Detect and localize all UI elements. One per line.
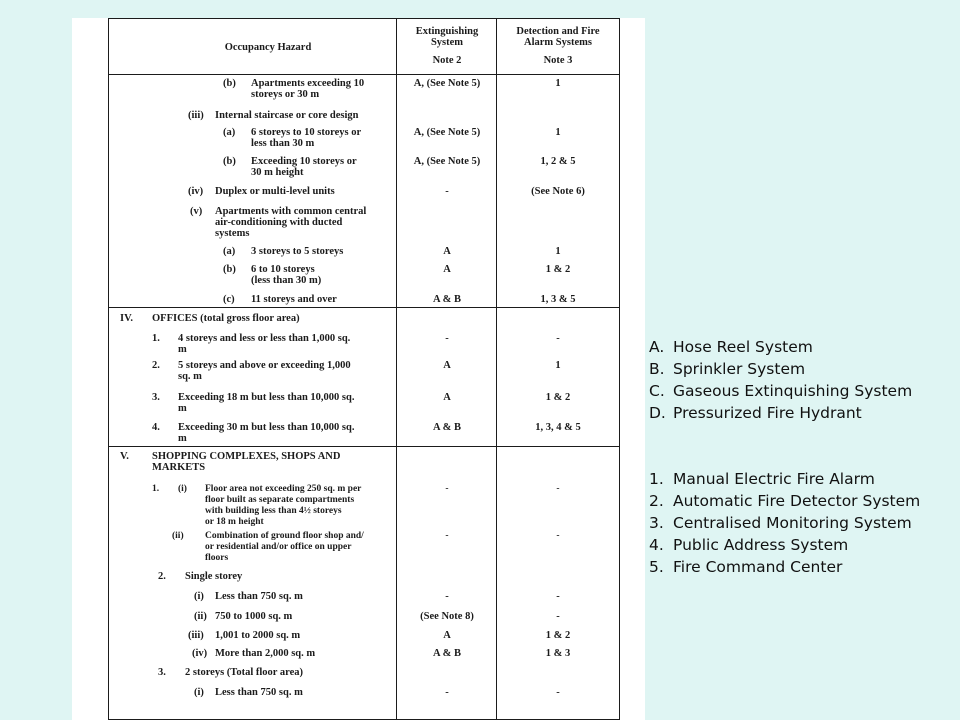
header-extinguishing-line-1: Extinguishing [415, 26, 479, 37]
extinguishing-cell: A [443, 630, 451, 641]
row-label: 3. [158, 667, 166, 678]
detection-cell: 1, 3 & 5 [540, 294, 576, 305]
legend-text: Pressurized Fire Hydrant [673, 404, 862, 422]
row-description-line: 6 to 10 storeys [251, 264, 315, 275]
row-description-line: air-conditioning with ducted [215, 217, 343, 228]
row-description [251, 294, 337, 305]
legend-key: 3. [649, 514, 664, 532]
row-description-line: less than 30 m [251, 138, 315, 149]
detection-cell: 1 & 2 [545, 392, 571, 403]
row-description-line: Less than 750 sq. m [215, 591, 303, 602]
header-extinguishing-line-2: System [430, 37, 464, 48]
grid-vertical-line [396, 18, 397, 720]
row-description [178, 422, 354, 444]
extinguishing-cell: A & B [432, 422, 461, 433]
row-description-line: 11 storeys and over [251, 294, 337, 305]
row-label: (iii) [188, 630, 204, 641]
row-description [251, 264, 321, 286]
detection-cell: - [556, 531, 560, 541]
extinguishing-cell: A & B [432, 294, 461, 305]
extinguishing-cell: A & B [432, 648, 461, 659]
legend-text: Hose Reel System [673, 338, 813, 356]
row-description [152, 313, 300, 324]
row-description [251, 127, 361, 149]
row-description-line: More than 2,000 sq. m [215, 648, 316, 659]
legend-text: Public Address System [673, 536, 849, 554]
row-description [178, 360, 351, 382]
extinguishing-cell: A [443, 360, 451, 371]
row-description-line: floors [205, 553, 229, 563]
row-label: (v) [190, 206, 203, 217]
grid-horizontal-line [108, 446, 620, 447]
row-description-line: or residential and/or office on upper [205, 542, 352, 552]
row-description [185, 571, 242, 582]
legend-key: C. [649, 382, 665, 400]
legend-key: D. [649, 404, 666, 422]
legend-key: 2. [649, 492, 664, 510]
row-label: (b) [223, 156, 236, 167]
row-description-line: Internal staircase or core design [215, 110, 359, 121]
detection-cell: 1 [555, 127, 561, 138]
row-description [152, 451, 340, 473]
row-label: V. [120, 451, 129, 462]
detection-cell: - [556, 687, 560, 698]
grid-vertical-line [108, 18, 109, 720]
row-description-line: Less than 750 sq. m [215, 687, 303, 698]
detection-cell: - [556, 611, 560, 622]
row-description-line: Apartments exceeding 10 [251, 78, 365, 89]
extinguishing-cell: - [445, 186, 449, 197]
extinguishing-cell: A [443, 246, 451, 257]
row-label: (a) [223, 127, 236, 138]
row-label: (ii) [194, 611, 207, 622]
occupancy-hazard-table [108, 18, 645, 720]
header-detection-alarm [498, 26, 618, 48]
detection-cell: 1, 2 & 5 [540, 156, 576, 167]
row-description-line: 4 storeys and less or less than 1,000 sq. [178, 333, 351, 344]
row-label: (b) [223, 264, 236, 275]
row-label: (iv) [192, 648, 208, 659]
row-description-line: 750 to 1000 sq. m [215, 611, 293, 622]
row-description-line: Duplex or multi-level units [215, 186, 335, 197]
row-label: 4. [152, 422, 160, 433]
extinguishing-cell: A [443, 392, 451, 403]
header-occupancy-hazard: Occupancy Hazard [224, 42, 312, 53]
row-description [178, 333, 350, 355]
row-description-line: Exceeding 18 m but less than 10,000 sq. [178, 392, 355, 403]
extinguishing-cell: - [445, 531, 449, 541]
extinguishing-cell: - [445, 484, 449, 494]
extinguishing-cell: - [445, 687, 449, 698]
row-description [178, 392, 354, 414]
detection-cell: 1 [555, 360, 561, 371]
row-description-line: Single storey [185, 571, 243, 582]
row-label: (c) [223, 294, 235, 305]
row-description-line: Exceeding 10 storeys or [251, 156, 357, 167]
header-note-2: Note 2 [432, 55, 462, 66]
detection-cell: - [556, 333, 560, 344]
row-description-line: Floor area not exceeding 250 sq. m per [205, 484, 362, 494]
row-description-line: Combination of ground floor shop and/ [205, 531, 364, 541]
row-label: (a) [223, 246, 236, 257]
extinguishing-cell: A, (See Note 5) [413, 127, 481, 138]
legend-key: A. [649, 338, 665, 356]
row-description [251, 78, 364, 100]
header-detection-line-2: Alarm Systems [524, 37, 592, 48]
row-description-line: 30 m height [251, 167, 304, 178]
extinguishing-cell: A [443, 264, 451, 275]
row-label: 2. [158, 571, 166, 582]
row-label: (i) [194, 687, 204, 698]
row-description-line: Exceeding 30 m but less than 10,000 sq. [178, 422, 355, 433]
row-description [215, 206, 366, 239]
legend-key: 1. [649, 470, 664, 488]
legend-text: Sprinkler System [673, 360, 806, 378]
legend-key: B. [649, 360, 665, 378]
row-description [215, 648, 315, 659]
grid-vertical-line [496, 18, 497, 720]
grid-horizontal-line [108, 74, 620, 75]
legend-key: 4. [649, 536, 664, 554]
row-description [215, 630, 300, 641]
row-description-line: sq. m [178, 371, 202, 382]
row-description [215, 186, 335, 197]
grid-vertical-line [619, 18, 620, 720]
legend-key: 5. [649, 558, 664, 576]
detection-cell: 1, 3, 4 & 5 [535, 422, 581, 433]
row-description-line: with building less than 4½ storeys [205, 506, 342, 516]
row-description [251, 156, 357, 178]
detection-cell: 1 [555, 78, 561, 89]
row-description-line: m [178, 344, 187, 355]
header-note-3: Note 3 [543, 55, 573, 66]
row-description [185, 667, 303, 678]
document-scan [72, 18, 645, 720]
header-detection-line-1: Detection and Fire [516, 26, 600, 37]
row-description-line: or 18 m height [205, 517, 264, 527]
row-description [215, 110, 358, 121]
row-label: (ii) [172, 531, 184, 541]
row-description-line: 1,001 to 2000 sq. m [215, 630, 301, 641]
row-description-line: 6 storeys to 10 storeys or [251, 127, 362, 138]
row-description-line: 5 storeys and above or exceeding 1,000 [178, 360, 351, 371]
row-description [205, 484, 361, 528]
row-label: (iii) [188, 110, 204, 121]
row-sublabel: (i) [178, 484, 187, 494]
detection-cell: - [556, 591, 560, 602]
row-description-line: MARKETS [152, 462, 206, 473]
row-description-line: m [178, 403, 187, 414]
row-label: 1. [152, 333, 160, 344]
row-label: 1. [152, 484, 160, 494]
row-description-line: (less than 30 m) [251, 275, 322, 286]
legend-text: Fire Command Center [673, 558, 843, 576]
row-description-line: 3 storeys to 5 storeys [251, 246, 344, 257]
header-extinguishing-system [398, 26, 496, 48]
detection-cell: 1 [555, 246, 561, 257]
legend-text: Manual Electric Fire Alarm [673, 470, 875, 488]
row-label: (i) [194, 591, 204, 602]
row-description [251, 246, 343, 257]
extinguishing-cell: - [445, 591, 449, 602]
row-description-line: OFFICES (total gross floor area) [152, 313, 300, 324]
row-description-line: floor built as separate compartments [205, 495, 355, 505]
row-description-line: systems [215, 228, 250, 239]
row-description [215, 687, 303, 698]
row-label: 2. [152, 360, 160, 371]
row-label: (iv) [188, 186, 204, 197]
legend-text: Automatic Fire Detector System [673, 492, 921, 510]
row-description [205, 531, 364, 564]
detection-cell: (See Note 6) [531, 186, 585, 197]
row-label: (b) [223, 78, 236, 89]
detection-cell: 1 & 3 [545, 648, 571, 659]
row-description-line: m [178, 433, 187, 444]
legend-text: Centralised Monitoring System [673, 514, 912, 532]
row-description-line: Apartments with common central [215, 206, 367, 217]
row-description-line: storeys or 30 m [251, 89, 320, 100]
row-label: IV. [120, 313, 133, 324]
grid-horizontal-line [108, 18, 620, 19]
detection-cell: - [556, 484, 560, 494]
row-description-line: 2 storeys (Total floor area) [185, 667, 304, 678]
detection-cell: 1 & 2 [545, 264, 571, 275]
extinguishing-cell: A, (See Note 5) [413, 78, 481, 89]
extinguishing-cell: (See Note 8) [420, 611, 474, 622]
grid-horizontal-line [108, 307, 620, 308]
extinguishing-cell: A, (See Note 5) [413, 156, 481, 167]
row-description [215, 591, 303, 602]
legend-text: Gaseous Extinquishing System [673, 382, 913, 400]
row-description [215, 611, 292, 622]
extinguishing-cell: - [445, 333, 449, 344]
detection-cell: 1 & 2 [545, 630, 571, 641]
row-description-line: SHOPPING COMPLEXES, SHOPS AND [152, 451, 341, 462]
row-label: 3. [152, 392, 160, 403]
